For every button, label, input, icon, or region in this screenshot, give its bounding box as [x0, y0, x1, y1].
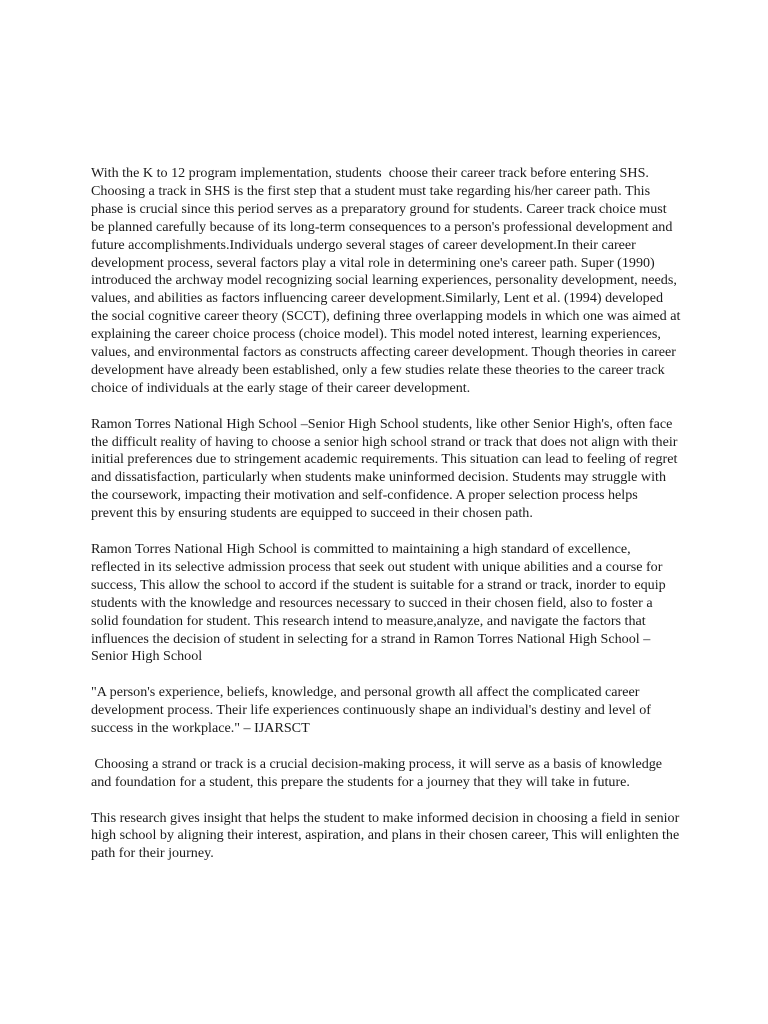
- document-body: [91, 165, 684, 881]
- paragraph-ijarsct-quote: "A person's experience, beliefs, knowledge, and personal growth all affect the complicated career development process. Their life experiences continuously shape an individual's destiny and level of success in the workplace." – IJARSCT: [91, 684, 655, 737]
- paragraph-rtnhs-students: Ramon Torres National High School –Senior High School students, like other Senior High's, often face the difficult reality of having to choose a senior high school strand or track that does not align with their initial preferences due to stringement academic requirements. This situation can lead to feeling of regret and dissatisfaction, particularly when students make uninformed decision. Students may struggle with the coursework, impacting their motivation and self-confidence. A proper selection process helps prevent this by ensuring students are equipped to succeed in their chosen path.: [91, 415, 681, 522]
- paragraph-choosing-strand: Choosing a strand or track is a crucial decision-making process, it will serve as a basis of knowledge and foundation for a student, this prepare the students for a journey that they will take in future.: [91, 755, 666, 790]
- paragraph-research-insight: This research gives insight that helps the student to make informed decision in choosing a field in senior high school by aligning their interest, aspiration, and plans in their chosen career, This will enlighten the path for their journey.: [91, 809, 683, 862]
- paragraph-k12-career-track: With the K to 12 program implementation, students choose their career track before entering SHS. Choosing a track in SHS is the first step that a student must take regarding his/her career path. This phase is crucial since this period serves as a preparatory ground for students. Career track choice must be planned carefully because of its long-term consequences to a person's professional development and future accomplishments.Individuals undergo several stages of career development.In their career development process, several factors play a vital role in determining one's career path. Super (1990) introduced the archway model recognizing social learning experiences, personality development, needs, values, and abilities as factors influencing career development.Similarly, Lent et al. (1994) developed the social cognitive career theory (SCCT), defining three overlapping models in which one was aimed at explaining the career choice process (choice model). This model noted interest, learning experiences, values, and environmental factors as constructs affecting career development. Though theories in career development have already been established, only a few studies relate these theories to the career track choice of individuals at the early stage of their career development.: [91, 165, 684, 396]
- paragraph-rtnhs-commitment: Ramon Torres National High School is committed to maintaining a high standard of excellence, reflected in its selective admission process that seek out student with unique abilities and a course for success, This allow the school to accord if the student is suitable for a strand or track, inorder to equip students with the knowledge and resources necessary to succed in their chosen field, also to foster a solid foundation for student. This research intend to measure,analyze, and navigate the factors that influences the decision of student in selecting for a strand in Ramon Torres National High School – Senior High School: [91, 541, 670, 665]
